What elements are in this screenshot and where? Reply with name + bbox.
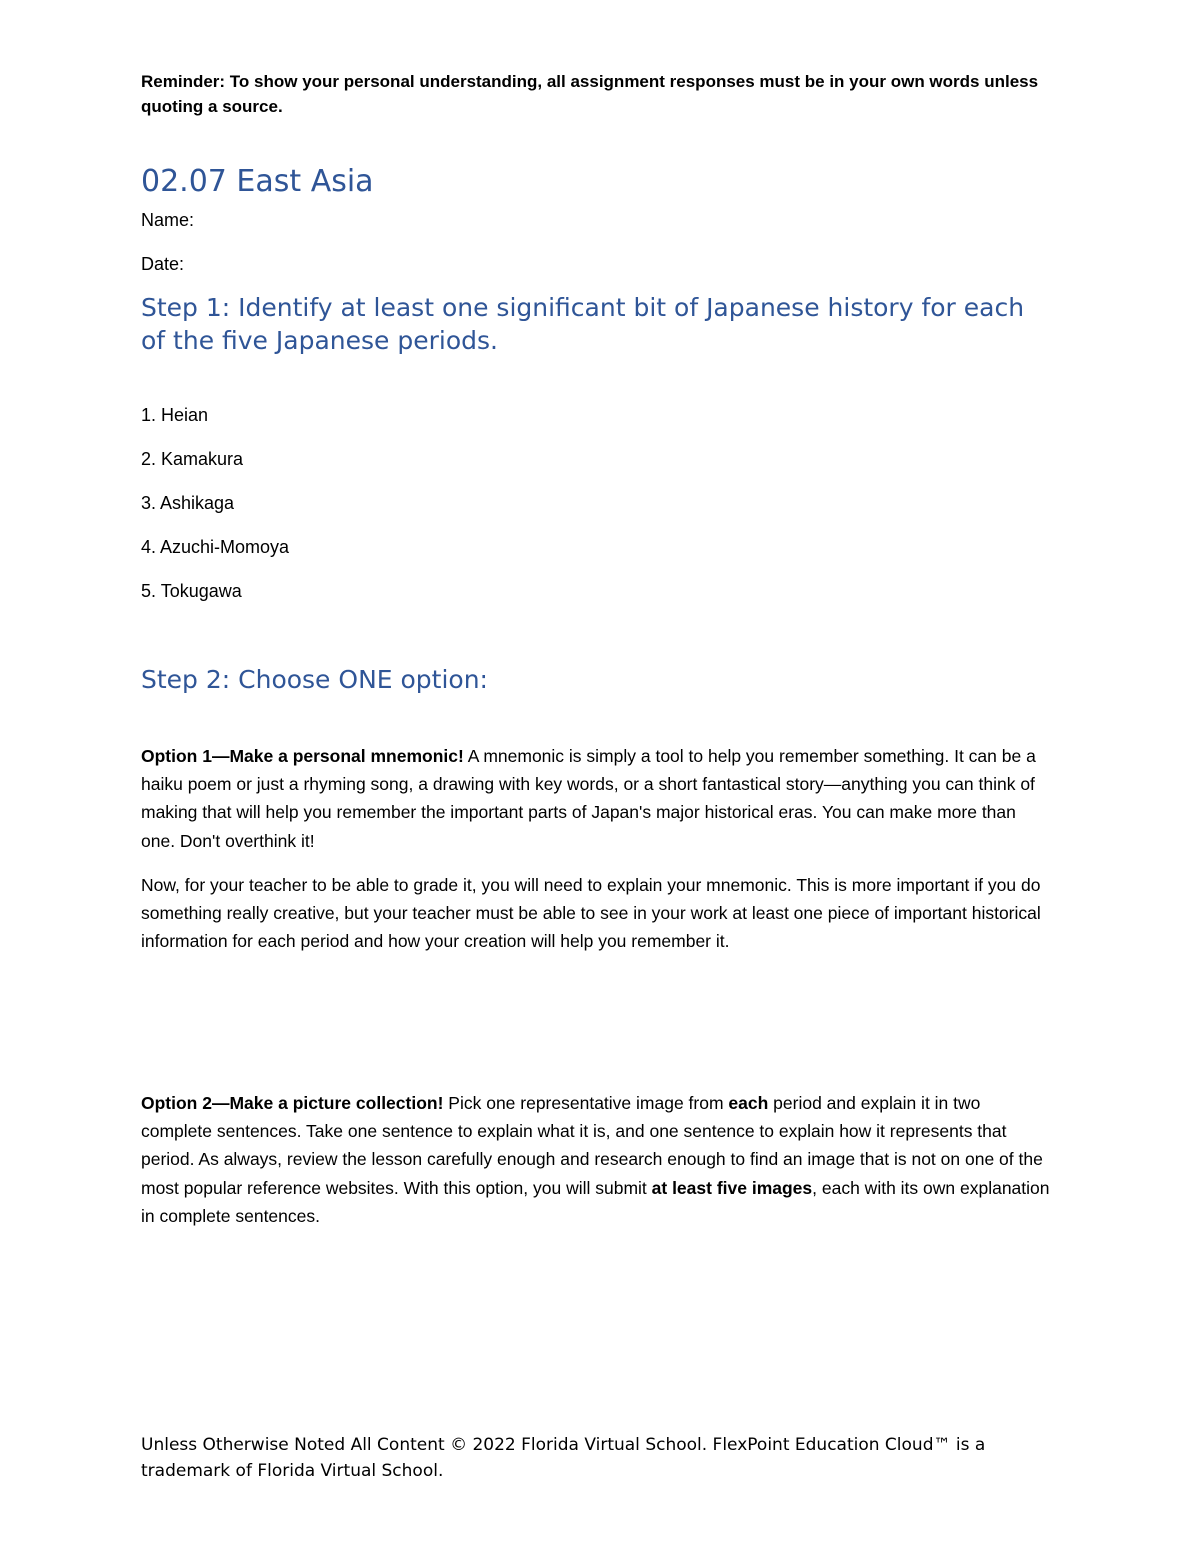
option-2-text: Pick one representative image from bbox=[443, 1093, 729, 1113]
reminder-text: To show your personal understanding, all assignment responses must be in your own words unless quoting a source. bbox=[141, 72, 1039, 116]
list-item: 5. Tokugawa bbox=[141, 581, 242, 601]
option-2-paragraph bbox=[141, 1089, 1051, 1230]
list-item: 4. Azuchi-Momoya bbox=[141, 537, 290, 557]
reminder-note bbox=[141, 69, 1051, 119]
period-list bbox=[141, 403, 289, 623]
option-1-explanation: Now, for your teacher to be able to grade it, you will need to explain your mnemonic. This is more important if you do something really creative, but your teacher must be able to see in your work at least one piece of important historical information for each period and how your creation will help you remember it. bbox=[141, 875, 1041, 952]
option-2-each: each bbox=[728, 1093, 769, 1113]
step-2-heading: Step 2: Choose ONE option: bbox=[141, 665, 488, 694]
name-field-label: Name: bbox=[141, 210, 195, 230]
reminder-label: Reminder: bbox=[141, 72, 226, 91]
copyright-footer: Unless Otherwise Noted All Content © 2022 Florida Virtual School. FlexPoint Education Cloud™ is a trademark of Florida Virtual School. bbox=[141, 1435, 986, 1481]
list-item: 2. Kamakura bbox=[141, 449, 244, 469]
option-1-label: Option 1—Make a personal mnemonic! bbox=[141, 746, 464, 766]
option-2-label: Option 2—Make a picture collection! bbox=[141, 1093, 444, 1113]
document-title: 02.07 East Asia bbox=[141, 164, 374, 199]
step-1-heading: Step 1: Identify at least one significant bit of Japanese history for each of the five Japanese periods. bbox=[141, 293, 1025, 355]
list-item: 3. Ashikaga bbox=[141, 493, 235, 513]
date-field-label: Date: bbox=[141, 254, 185, 274]
option-1-paragraph bbox=[141, 742, 1051, 855]
option-2-text-end: , each with its own explanation in complete sentences. bbox=[141, 1177, 1050, 1226]
list-item: 1. Heian bbox=[141, 405, 209, 425]
document-body bbox=[141, 69, 1051, 1226]
option-2-bold-requirement: at least five images bbox=[651, 1177, 813, 1198]
option-2-text-cont: period and explain it in two complete sentences. Take one sentence to explain what it is, and one sentence to explain how it represents that period. As always, review the lesson carefully enough and research enough to find an image that is not on one of the most popular reference websites. With this option, you will submit bbox=[141, 1093, 1043, 1198]
option-1-text: A mnemonic is simply a tool to help you remember something. It can be a haiku poem or just a rhyming song, a drawing with key words, or a short fantastical story—anything you can think of making that will help you remember the important parts of Japan's major historical eras. You can make more than one. Don't overthink it! bbox=[141, 746, 1036, 851]
